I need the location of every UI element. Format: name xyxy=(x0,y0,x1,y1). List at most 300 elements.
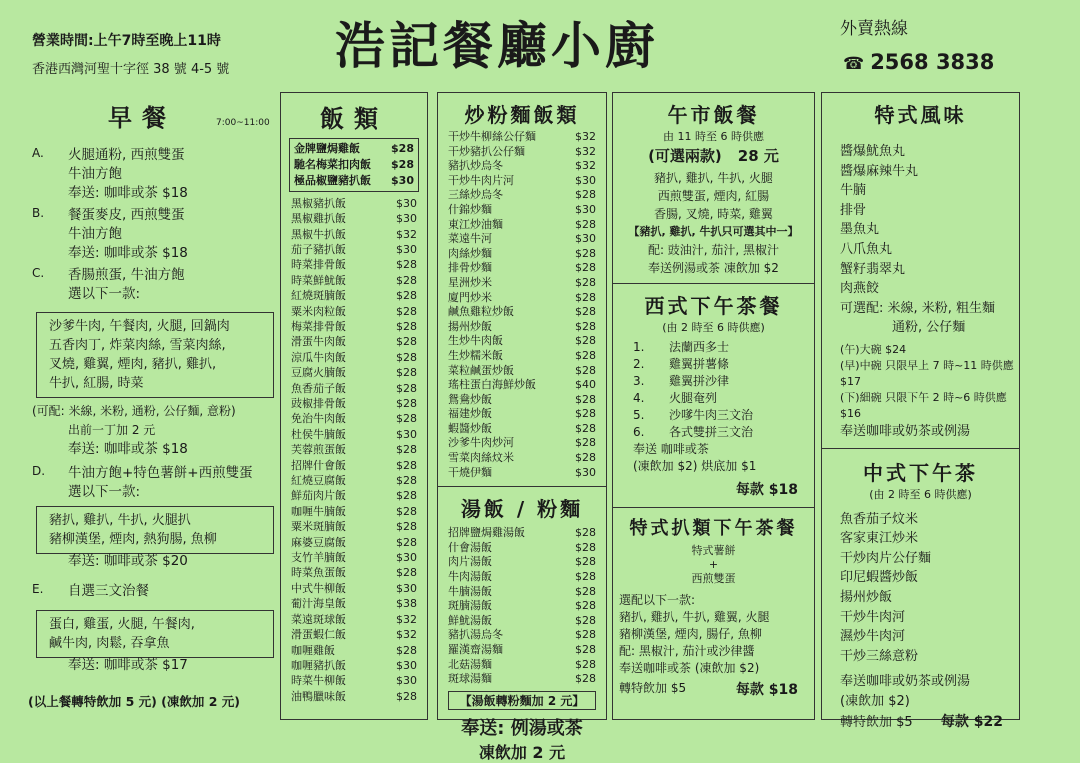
item-name: 蝦醬炒飯 xyxy=(448,421,492,435)
lunch-line: 配: 豉油汁, 茄汁, 黑椒汁 xyxy=(647,243,780,257)
item-name: 魚香茄子飯 xyxy=(291,381,346,395)
tea-item xyxy=(613,407,814,424)
set-line: 選以下一款: xyxy=(68,286,141,302)
item-name: 瑤柱蛋白海鮮炒飯 xyxy=(448,378,536,392)
set-line: 出前一丁加 2 元 xyxy=(68,423,156,437)
breakfast-note: (以上餐轉特飲加 5 元) (凍飲加 2 元) xyxy=(28,694,241,709)
item-name: 干炒豬扒公仔麵 xyxy=(448,144,525,158)
item-price: $28 xyxy=(575,392,596,406)
cn-free: 奉送咖啡或奶茶或例湯 xyxy=(840,674,971,690)
special-item: 肉燕餃 xyxy=(840,281,880,297)
item-name: 時菜鮮魷飯 xyxy=(291,273,346,287)
tea-item xyxy=(613,424,814,441)
chinese-tea-item: 干炒肉片公仔麵 xyxy=(840,550,932,566)
menu-item xyxy=(281,673,427,688)
item-name: 牛肉湯飯 xyxy=(448,570,492,584)
menu-item xyxy=(281,612,427,627)
set-line: 奉送: 咖啡或茶 $18 xyxy=(68,185,188,201)
cn-cold: (凍飲加 $2) xyxy=(840,693,910,709)
item-name: 免治牛肉飯 xyxy=(291,412,346,426)
tea-price: 每款 $18 xyxy=(735,482,798,498)
item-price: $28 xyxy=(575,290,596,304)
item-name: 菜遠斑球飯 xyxy=(291,612,346,626)
option-line: 牛扒, 紅腸, 時菜 xyxy=(49,376,144,391)
tea-item-number: 3. xyxy=(633,374,645,388)
item-name: 什會湯飯 xyxy=(448,540,492,554)
item-price: $28 xyxy=(575,613,596,627)
menu-item xyxy=(281,319,427,334)
item-price: $40 xyxy=(575,378,596,392)
business-hours: 營業時間:上午7時至晚上11時 xyxy=(32,33,221,49)
menu-item xyxy=(438,145,606,160)
cn-special-drink: 轉特飲加 $5 xyxy=(840,715,913,731)
tea-item-name: 法蘭西多士 xyxy=(669,340,730,354)
item-name: 菜遠牛河 xyxy=(448,232,492,246)
option-line: 沙爹牛肉, 午餐肉, 火腿, 回鍋肉 xyxy=(49,319,230,334)
chop-line: + xyxy=(708,558,719,571)
item-price: $28 xyxy=(575,407,596,421)
item-name: 肉片湯飯 xyxy=(448,555,492,569)
set-line: 牛油方飽 xyxy=(68,166,122,182)
special-item: 牛腩 xyxy=(840,183,867,199)
set-letter: B. xyxy=(32,206,45,220)
menu-item xyxy=(281,427,427,442)
item-name: 極品椒鹽豬扒飯 xyxy=(294,173,371,187)
soup-title: 湯飯 / 粉麵 xyxy=(460,497,584,522)
special-options: 可選配: 米線, 米粉, 粗生麵 xyxy=(840,300,996,316)
menu-item xyxy=(290,157,418,173)
rice-specials xyxy=(289,138,419,192)
set-letter: C. xyxy=(32,266,45,280)
menu-item xyxy=(281,565,427,580)
item-name: 芙蓉煎蛋飯 xyxy=(291,443,346,457)
menu-item xyxy=(290,173,418,189)
menu-item xyxy=(281,396,427,411)
option-line: 叉燒, 雞翼, 煙肉, 豬扒, 雞扒, xyxy=(49,357,217,372)
item-price: $28 xyxy=(396,366,417,380)
lunch-line: 西煎雙蛋, 煙肉, 紅腸 xyxy=(657,189,770,203)
chinese-tea-item: 客家東江炒米 xyxy=(840,531,919,547)
item-price: $28 xyxy=(396,304,417,318)
special-item: 八爪魚丸 xyxy=(840,241,893,257)
item-price: $28 xyxy=(575,348,596,362)
item-price: $30 xyxy=(575,202,596,216)
item-price: $28 xyxy=(396,643,417,657)
size-medium: (早)中碗 只限早上 7 時~11 時供應 $17 xyxy=(840,358,1014,388)
item-price: $30 xyxy=(396,674,417,688)
special-item: 墨魚丸 xyxy=(840,222,880,238)
chinese-tea-list xyxy=(822,510,1019,667)
item-name: 鮮茄肉片飯 xyxy=(291,489,346,503)
item-price: $30 xyxy=(575,465,596,479)
set-c xyxy=(18,266,280,304)
item-name: 支竹羊腩飯 xyxy=(291,551,346,565)
item-name: 北菇湯麵 xyxy=(448,657,492,671)
item-price: $28 xyxy=(396,504,417,518)
option-line: 鹹牛肉, 肉鬆, 吞拿魚 xyxy=(49,636,170,651)
item-name: 黑椒牛扒飯 xyxy=(291,227,346,241)
menu-item xyxy=(281,488,427,503)
menu-item xyxy=(438,364,606,379)
option-line: 五香肉丁, 炸菜肉絲, 雪菜肉絲, xyxy=(49,338,226,353)
item-price: $28 xyxy=(396,489,417,503)
rice-section xyxy=(280,92,428,720)
item-price: $28 xyxy=(575,188,596,202)
set-c-options xyxy=(36,312,274,398)
item-price: $28 xyxy=(396,566,417,580)
item-price: $28 xyxy=(396,443,417,457)
menu-item xyxy=(438,334,606,349)
item-name: 油鴨臘味飯 xyxy=(291,689,346,703)
set-line: 牛油方飽 xyxy=(68,226,122,242)
menu-item xyxy=(438,174,606,189)
item-price: $28 xyxy=(575,436,596,450)
item-price: $28 xyxy=(396,289,417,303)
item-name: 沙爹牛肉炒河 xyxy=(448,436,514,450)
item-price: $28 xyxy=(575,363,596,377)
tea-item-name: 沙嗲牛肉三文治 xyxy=(669,408,754,422)
menu-item xyxy=(438,261,606,276)
cn-price: 每款 $22 xyxy=(940,714,1003,731)
set-e-price xyxy=(18,656,280,675)
item-price: $30 xyxy=(396,658,417,672)
special-options: 通粉, 公仔麵 xyxy=(892,320,966,336)
phone-icon: ☎ xyxy=(843,54,865,74)
item-name: 粟米斑腩飯 xyxy=(291,520,346,534)
lunch-line: 奉送例湯或茶 凍飲加 $2 xyxy=(648,261,779,275)
item-price: $28 xyxy=(396,335,417,349)
item-name: 排骨炒麵 xyxy=(448,261,492,275)
item-price: $28 xyxy=(575,526,596,540)
tea-item-name: 火腿奄列 xyxy=(669,391,718,405)
item-name: 鹹魚雞粒炒飯 xyxy=(448,305,514,319)
lunch-line: 【豬扒, 雞扒, 牛扒只可選其中一】 xyxy=(628,225,799,238)
item-name: 梅菜排骨飯 xyxy=(291,319,346,333)
item-price: $32 xyxy=(396,612,417,626)
menu-item xyxy=(281,334,427,349)
item-name: 羅漢齋湯麵 xyxy=(448,643,503,656)
chinese-tea-item: 印尼蝦醬炒飯 xyxy=(840,570,919,586)
noodle-list xyxy=(438,130,606,480)
item-price: $28 xyxy=(575,599,596,613)
tea-item xyxy=(613,390,814,407)
tea-item xyxy=(613,356,814,373)
item-name: 茄子豬扒飯 xyxy=(291,242,346,256)
item-price: $28 xyxy=(575,451,596,465)
breakfast-section xyxy=(18,92,280,720)
breakfast-time: 7:00~11:00 xyxy=(216,118,270,128)
tea-item-number: 4. xyxy=(633,391,645,405)
chinese-tea-item: 揚州炒飯 xyxy=(840,589,893,605)
set-e-options xyxy=(36,610,274,658)
item-name: 豬扒湯烏冬 xyxy=(448,628,503,642)
menu-item xyxy=(438,466,606,481)
item-price: $30 xyxy=(396,196,417,210)
item-name: 生炒糯米飯 xyxy=(448,348,503,362)
menu-item xyxy=(438,218,606,233)
item-price: $28 xyxy=(396,397,417,410)
menu-item xyxy=(281,411,427,426)
tea-item-name: 雞翼拼薯條 xyxy=(669,357,730,371)
item-name: 斑球湯麵 xyxy=(448,672,492,686)
item-name: 什錦炒麵 xyxy=(448,202,492,216)
item-name: 星洲炒米 xyxy=(448,275,492,289)
menu-item xyxy=(438,291,606,306)
chop-line: 豬柳漢堡, 煙肉, 腸仔, 魚柳 xyxy=(619,627,762,641)
set-line: 奉送: 咖啡或茶 $18 xyxy=(68,441,188,457)
menu-item xyxy=(290,141,418,157)
hotline-label: 外賣熱線 xyxy=(840,19,908,39)
item-name: 福建炒飯 xyxy=(448,407,492,421)
item-price: $28 xyxy=(396,319,417,333)
menu-item xyxy=(281,227,427,242)
menu-item xyxy=(438,585,606,600)
set-line: 奉送: 咖啡或茶 $17 xyxy=(68,657,188,673)
tea-item-name: 雞翼拼沙律 xyxy=(669,374,730,388)
western-tea-title: 西式下午茶餐 xyxy=(644,294,783,318)
menu-item xyxy=(281,689,427,704)
chop-line: 特式薯餅 xyxy=(691,544,736,557)
noodles-section xyxy=(437,92,607,762)
set-d-options xyxy=(36,506,274,554)
item-price: $28 xyxy=(396,474,417,488)
menu-item xyxy=(438,555,606,570)
item-price: $28 xyxy=(396,520,417,534)
menu-item xyxy=(438,276,606,291)
lunch-price: 28 元 xyxy=(737,147,779,165)
rice-list xyxy=(281,196,427,704)
tea-item-number: 2. xyxy=(633,357,645,371)
set-a xyxy=(18,146,280,203)
item-name: 咖喱牛腩飯 xyxy=(291,504,346,518)
lunch-choose: (可選兩款) xyxy=(648,147,722,165)
hotline xyxy=(843,50,994,74)
item-price: $28 xyxy=(575,540,596,554)
item-price: $28 xyxy=(575,261,596,275)
chop-price: 每款 $18 xyxy=(735,682,798,698)
item-name: 牛腩湯飯 xyxy=(448,584,492,598)
item-name: 鴛鴦炒飯 xyxy=(448,392,492,406)
menu-item xyxy=(438,451,606,466)
chop-line: 豬扒, 雞扒, 牛扒, 雞翼, 火腿 xyxy=(619,610,770,624)
set-line: 香腸煎蛋, 牛油方飽 xyxy=(68,267,185,283)
special-free: 奉送咖啡或奶茶或例湯 xyxy=(840,423,971,439)
item-name: 肉絲炒麵 xyxy=(448,246,492,260)
menu-item xyxy=(438,614,606,629)
item-price: $28 xyxy=(396,458,417,472)
noodle-options: (可配: 米線, 米粉, 通粉, 公仔麵, 意粉) xyxy=(32,404,236,418)
menu-item xyxy=(438,203,606,218)
item-name: 生炒牛肉飯 xyxy=(448,334,503,348)
size-large: (午)大碗 $24 xyxy=(840,342,907,356)
special-list xyxy=(822,142,1019,299)
item-name: 豉椒排骨飯 xyxy=(291,397,346,410)
item-price: $30 xyxy=(396,242,417,256)
menu-item xyxy=(438,570,606,585)
item-price: $30 xyxy=(575,232,596,246)
item-price: $28 xyxy=(575,305,596,319)
option-line: 豬柳漢堡, 煙肉, 熱狗腸, 魚柳 xyxy=(49,532,217,547)
chop-line: 奉送咖啡或茶 (凍飲加 $2) xyxy=(619,661,760,675)
menu-item xyxy=(281,658,427,673)
item-price: $30 xyxy=(396,551,417,565)
menu-item xyxy=(438,422,606,437)
menu-item xyxy=(438,643,606,658)
item-name: 咖喱豬扒飯 xyxy=(291,658,346,672)
item-name: 杜侯牛腩飯 xyxy=(291,427,346,441)
chinese-tea-item: 濕炒牛肉河 xyxy=(840,629,906,645)
tea-item xyxy=(613,373,814,390)
noodles-title: 炒粉麵飯類 xyxy=(464,103,580,127)
menu-item xyxy=(281,350,427,365)
chop-tea-title: 特式扒類下午茶餐 xyxy=(629,518,798,539)
menu-item xyxy=(438,305,606,320)
item-name: 招牌什會飯 xyxy=(291,458,346,472)
soup-list xyxy=(438,526,606,687)
noodle-promo: 【湯飯轉粉麵加 2 元】 xyxy=(448,691,596,710)
special-item: 醬爆麻辣牛丸 xyxy=(840,163,919,179)
item-name: 時菜魚蛋飯 xyxy=(291,566,346,580)
lunch-line: 豬扒, 雞扒, 牛扒, 火腿 xyxy=(654,171,773,185)
set-c-extras xyxy=(18,402,280,459)
menu-item xyxy=(281,211,427,226)
chinese-tea-item: 魚香茄子炆米 xyxy=(840,511,919,527)
menu-item xyxy=(281,242,427,257)
breakfast-title: 早餐 xyxy=(108,104,176,132)
option-line: 蛋白, 雞蛋, 火腿, 午餐肉, xyxy=(49,617,195,632)
tea-item-name: 各式雙拼三文治 xyxy=(669,425,754,439)
item-name: 時菜排骨飯 xyxy=(291,258,346,272)
item-price: $28 xyxy=(575,657,596,671)
item-price: $28 xyxy=(575,570,596,584)
item-name: 廈門炒米 xyxy=(448,290,492,304)
menu-item xyxy=(281,442,427,457)
item-price: $28 xyxy=(575,643,596,656)
item-name: 揚州炒飯 xyxy=(448,319,492,333)
restaurant-name: 浩記餐廳小廚 xyxy=(335,16,659,75)
item-price: $28 xyxy=(391,142,414,155)
set-d-price xyxy=(18,552,280,571)
set-line: 牛油方飽+特色薯餅+西煎雙蛋 xyxy=(68,465,253,481)
set-line: 餐蛋麥皮, 西煎雙蛋 xyxy=(68,207,185,223)
menu-item xyxy=(438,247,606,262)
western-tea-time: (由 2 時至 6 時供應) xyxy=(662,321,765,334)
menu-item xyxy=(281,627,427,642)
item-name: 干炒牛肉片河 xyxy=(448,173,514,187)
free-drink: 奉送: 例湯或茶 xyxy=(461,717,583,739)
chop-line: 選配以下一款: xyxy=(619,593,696,607)
tea-cold: (凍飲加 $2) 烘底加 $1 xyxy=(633,459,757,473)
cold-drink-surcharge: 凍飲加 2 元 xyxy=(478,742,566,762)
set-letter: E. xyxy=(32,582,44,596)
item-price: $32 xyxy=(575,144,596,158)
item-name: 雪菜肉絲炆米 xyxy=(448,451,514,465)
item-name: 干燒伊麵 xyxy=(448,465,492,479)
menu-item xyxy=(281,519,427,534)
chinese-tea-title: 中式下午茶 xyxy=(863,460,978,485)
menu-item xyxy=(281,257,427,272)
address: 香港西灣河聖十字徑 38 號 4-5 號 xyxy=(32,62,230,77)
chop-line: 配: 黑椒汁, 茄汁或沙律醬 xyxy=(619,644,755,658)
item-name: 咖喱雞飯 xyxy=(291,643,335,657)
set-line: 自選三文治餐 xyxy=(68,583,149,599)
menu-item xyxy=(438,407,606,422)
item-price: $28 xyxy=(396,258,417,272)
item-price: $28 xyxy=(575,319,596,333)
item-name: 時菜牛柳飯 xyxy=(291,674,346,688)
set-line: 奉送: 咖啡或茶 $18 xyxy=(68,245,188,261)
item-name: 麻婆豆腐飯 xyxy=(291,535,346,549)
lunch-choose-row xyxy=(613,145,814,166)
item-name: 涼瓜牛肉飯 xyxy=(291,350,346,364)
set-line: 選以下一款: xyxy=(68,484,141,500)
tea-item-number: 6. xyxy=(633,425,645,439)
item-name: 金牌鹽焗雞飯 xyxy=(294,142,360,155)
item-price: $28 xyxy=(575,334,596,348)
menu-item xyxy=(438,188,606,203)
menu-item xyxy=(438,232,606,247)
item-price: $30 xyxy=(391,173,414,187)
set-letter: D. xyxy=(32,464,46,478)
item-name: 滑蛋蝦仁飯 xyxy=(291,628,346,642)
item-price: $28 xyxy=(575,628,596,642)
menu-item xyxy=(438,130,606,145)
chinese-tea-item: 干炒三絲意粉 xyxy=(840,648,919,664)
item-price: $28 xyxy=(396,350,417,364)
lunch-title: 午市飯餐 xyxy=(667,103,760,127)
menu-item xyxy=(438,658,606,673)
item-price: $32 xyxy=(575,159,596,173)
item-price: $30 xyxy=(396,427,417,441)
menu-item xyxy=(281,535,427,550)
tea-item-number: 5. xyxy=(633,408,645,422)
chop-special-drink: 轉特飲加 $5 xyxy=(619,681,687,695)
item-name: 招牌鹽焗雞湯飯 xyxy=(448,526,525,540)
item-name: 菜粒鹹蛋炒飯 xyxy=(448,363,514,377)
special-item: 醬爆魷魚丸 xyxy=(840,144,906,159)
tea-item xyxy=(613,339,814,356)
menu-item xyxy=(281,288,427,303)
item-name: 黑椒雞扒飯 xyxy=(291,212,346,226)
menu-item xyxy=(281,273,427,288)
item-name: 豆腐火腩飯 xyxy=(291,366,346,380)
set-b xyxy=(18,206,280,263)
item-name: 黑椒豬扒飯 xyxy=(291,196,346,210)
menu-item xyxy=(438,526,606,541)
chop-line: 西煎雙蛋 xyxy=(691,572,736,585)
item-name: 馳名梅菜扣肉飯 xyxy=(294,157,371,171)
item-name: 葡汁海皇飯 xyxy=(291,597,346,611)
item-price: $28 xyxy=(396,273,417,287)
menu-item xyxy=(438,436,606,451)
item-price: $32 xyxy=(396,628,417,642)
size-small: (下)細碗 只限下午 2 時~6 時供應 $16 xyxy=(840,390,1007,420)
item-price: $28 xyxy=(391,157,414,171)
item-name: 干炒牛柳絲公仔麵 xyxy=(448,130,536,143)
menu-item xyxy=(438,159,606,174)
item-name: 東江炒油麵 xyxy=(448,217,503,231)
item-price: $28 xyxy=(396,535,417,549)
item-price: $28 xyxy=(396,381,417,395)
special-title: 特式風味 xyxy=(874,103,967,127)
western-tea-list xyxy=(613,339,814,441)
menu-item xyxy=(438,628,606,643)
menu-item xyxy=(281,504,427,519)
item-name: 滑蛋牛肉飯 xyxy=(291,335,346,349)
set-line: 火腿通粉, 西煎雙蛋 xyxy=(68,147,185,163)
cn-price-row xyxy=(822,711,1019,731)
chinese-tea-item: 干炒牛肉河 xyxy=(840,609,906,625)
